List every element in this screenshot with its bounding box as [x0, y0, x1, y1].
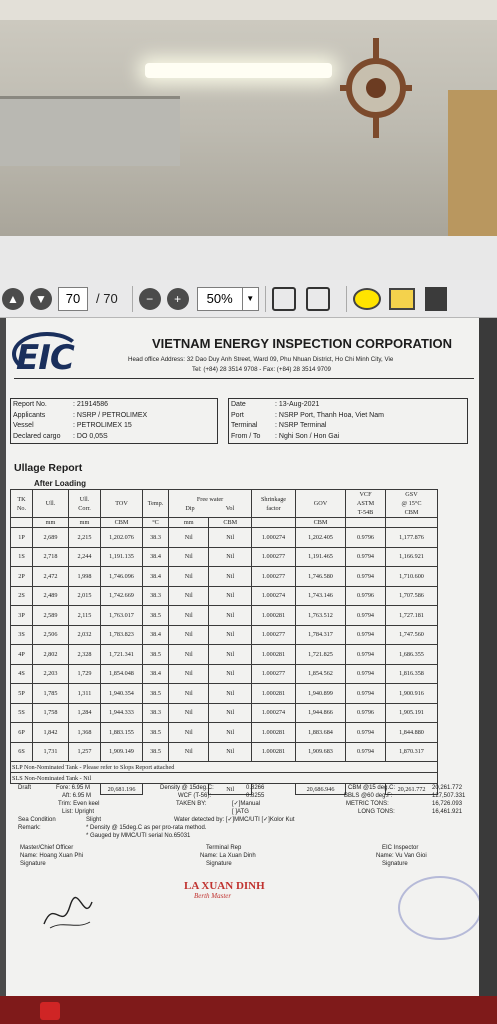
cell-vcf: 0.9794: [346, 664, 386, 684]
cell-temp: 38.4: [143, 567, 169, 587]
cell-corr: 2,215: [69, 528, 101, 548]
info-label: Applicants: [13, 411, 46, 419]
cell-shrink: 1.000281: [252, 684, 296, 704]
cbm15-value: 20,261.772: [432, 785, 463, 791]
total-gov: 20,686.946: [296, 784, 346, 795]
page-number-input[interactable]: 70: [58, 287, 88, 311]
unit-cell: [346, 518, 386, 528]
cell-vcf: 0.9794: [346, 606, 386, 626]
cell-vcf: 0.9796: [346, 586, 386, 606]
taskbar: [0, 996, 497, 1024]
cell-gsv: 1,707.586: [386, 586, 438, 606]
cell-temp: 38.3: [143, 703, 169, 723]
terminal-rep-name: Name: La Xuan Dinh: [200, 853, 256, 859]
cell-vol: Nil: [209, 703, 252, 723]
info-row: [13, 421, 215, 432]
cell-gov: 1,746.580: [296, 567, 346, 587]
cell-gov: 1,883.684: [296, 723, 346, 743]
unit-cell: mm: [69, 518, 101, 528]
eic-inspector-label: EIC Inspector: [382, 845, 419, 851]
cell-shrink: 1.000274: [252, 703, 296, 723]
monitor-bezel: [0, 236, 497, 280]
next-page-icon[interactable]: ▼: [30, 288, 52, 310]
fit-page-icon[interactable]: [272, 287, 296, 311]
eic-logo: EIC: [16, 338, 74, 378]
report-title: Ullage Report: [14, 462, 83, 474]
table-row: [11, 547, 438, 567]
master-signature-label: Signature: [20, 861, 46, 867]
cell-vol: Nil: [209, 684, 252, 704]
draft-aft: Aft: 6.95 M: [62, 793, 92, 799]
ship-wheel-decoration: [340, 38, 412, 138]
eic-inspector-signature-label: Signature: [382, 861, 408, 867]
section-subtitle: After Loading: [34, 479, 86, 488]
cell-tov: 1,191.135: [101, 547, 143, 567]
pdf-app-icon[interactable]: [40, 1002, 60, 1020]
zoom-dropdown-icon[interactable]: ▼: [243, 287, 259, 311]
table-row: [11, 567, 438, 587]
cell-shrink: 1.000274: [252, 528, 296, 548]
sea-condition-label: Sea Condition: [18, 817, 56, 823]
unit-cell: mm: [169, 518, 209, 528]
report-info-right: [228, 398, 468, 444]
col-header-gsv: GSV @ 15°C CBM: [386, 490, 438, 518]
cell-ull: 2,489: [33, 586, 69, 606]
fit-width-icon[interactable]: [306, 287, 330, 311]
cell-ull: 2,689: [33, 528, 69, 548]
cell-gsv: 1,727.181: [386, 606, 438, 626]
eic-stamp: [398, 876, 479, 940]
cell-ull: 1,731: [33, 742, 69, 762]
cell-tov: 1,742.669: [101, 586, 143, 606]
cell-tov: 1,944.333: [101, 703, 143, 723]
cell-corr: 1,729: [69, 664, 101, 684]
zoom-in-icon[interactable]: +: [167, 288, 189, 310]
cell-gsv: 1,900.916: [386, 684, 438, 704]
cell-gov: 1,909.683: [296, 742, 346, 762]
company-phone: Tel: (+84) 28 3514 9708 - Fax: (+84) 28 3514 9709: [192, 366, 331, 373]
cell-tk: 5S: [11, 703, 33, 723]
cell-ull: 2,718: [33, 547, 69, 567]
table-row: [11, 664, 438, 684]
cell-vol: Nil: [209, 625, 252, 645]
sea-condition-value: Slight: [86, 817, 102, 823]
report-info-left: [10, 398, 218, 444]
remark-line: * Density @ 15deg.C as per pro-rata method.: [86, 825, 207, 831]
cell-corr: 2,015: [69, 586, 101, 606]
comment-icon[interactable]: [353, 288, 381, 310]
cell-temp: 38.5: [143, 723, 169, 743]
cell-gsv: 1,905.191: [386, 703, 438, 723]
cell-tov: 1,940.354: [101, 684, 143, 704]
metric-tons-label: METRIC TONS:: [346, 801, 389, 807]
taken-by-label: TAKEN BY:: [176, 801, 207, 807]
info-row: [13, 432, 215, 443]
cell-tov: 1,721.341: [101, 645, 143, 665]
table-row: [11, 625, 438, 645]
cell-corr: 2,244: [69, 547, 101, 567]
cell-gov: 1,940.899: [296, 684, 346, 704]
cell-tk: 1P: [11, 528, 33, 548]
cbm15-label: CBM @15 deg.C:: [348, 785, 396, 791]
info-value: : NSRP / PETROLIMEX: [73, 411, 148, 419]
cell-temp: 38.5: [143, 742, 169, 762]
col-header-ull-corr: Ull. Corr.: [69, 490, 101, 518]
col-header-vcf: VCF ASTM T-54B: [346, 490, 386, 518]
cell-vcf: 0.9794: [346, 645, 386, 665]
wall: [0, 0, 497, 20]
info-value: : NSRP Port, Thanh Hoa, Viet Nam: [275, 411, 384, 419]
info-label: Vessel: [13, 422, 34, 429]
units-row: [11, 518, 438, 528]
remark-line: * Gauged by MMC/UTI serial No.65031: [86, 833, 191, 839]
prev-page-icon[interactable]: ▲: [2, 288, 24, 310]
cell-gov: 1,944.866: [296, 703, 346, 723]
cell-vol: Nil: [209, 645, 252, 665]
cell-ull: 1,758: [33, 703, 69, 723]
unit-cell: mm: [33, 518, 69, 528]
info-value: : 13-Aug-2021: [275, 401, 320, 408]
cell-gov: 1,784.317: [296, 625, 346, 645]
table-body: [11, 528, 438, 762]
cell-corr: 1,257: [69, 742, 101, 762]
cell-gov: 1,854.562: [296, 664, 346, 684]
table-row: [11, 528, 438, 548]
cell-dip: Nil: [169, 723, 209, 743]
cell-ull: 1,785: [33, 684, 69, 704]
zoom-out-icon[interactable]: −: [139, 288, 161, 310]
cell-corr: 1,998: [69, 567, 101, 587]
toolbar-divider: [346, 286, 347, 312]
cell-vol: Nil: [209, 547, 252, 567]
cell-corr: 1,284: [69, 703, 101, 723]
info-row: [231, 432, 465, 443]
total-vol: Nil: [209, 784, 252, 795]
cell-gov: 1,763.512: [296, 606, 346, 626]
terminal-rep-stamp: LA XUAN DINH: [184, 880, 265, 892]
cell-shrink: 1.000274: [252, 586, 296, 606]
remark-label: Remark:: [18, 825, 41, 831]
info-value: : 21914586: [73, 401, 109, 408]
sidebar-toggle-icon[interactable]: [425, 287, 447, 311]
cell-tk: 2S: [11, 586, 33, 606]
terminal-rep-stamp-role: Berth Master: [194, 892, 232, 900]
cell-gsv: 1,686.355: [386, 645, 438, 665]
cell-ull: 2,472: [33, 567, 69, 587]
info-label: Terminal: [231, 422, 258, 429]
info-value: : NSRP Terminal: [275, 422, 327, 429]
toolbar-divider: [265, 286, 266, 312]
cell-vol: Nil: [209, 606, 252, 626]
cell-gsv: 1,870.317: [386, 742, 438, 762]
table-row: [11, 606, 438, 626]
total-gsv: 20,261.772: [386, 784, 438, 795]
cell-gsv: 1,166.921: [386, 547, 438, 567]
cell-temp: 38.3: [143, 586, 169, 606]
cell-shrink: 1.000281: [252, 606, 296, 626]
slp-note: SLP Non-Nominated Tank - Please refer to Slops Report attached: [11, 762, 386, 773]
window: [0, 96, 180, 166]
terminal-rep-label: Terminal Rep: [206, 845, 242, 851]
long-tons-value: 16,461.921: [432, 809, 463, 815]
cell-temp: 38.4: [143, 625, 169, 645]
cell-dip: Nil: [169, 547, 209, 567]
cell-gov: 1,743.146: [296, 586, 346, 606]
table-row: [11, 723, 438, 743]
cell-tk: 4S: [11, 664, 33, 684]
col-header-temp: Temp.: [143, 490, 169, 518]
density-value: 0.8266: [246, 785, 265, 791]
trim: Trim: Even keel: [58, 801, 100, 807]
cell-vcf: 0.9796: [346, 528, 386, 548]
cell-temp: 38.5: [143, 684, 169, 704]
header-divider: [14, 378, 474, 379]
unit-cell: CBM: [296, 518, 346, 528]
cell-tov: 1,783.823: [101, 625, 143, 645]
cell-ull: 2,506: [33, 625, 69, 645]
cell-shrink: 1.000281: [252, 645, 296, 665]
metric-tons-value: 16,726.093: [432, 801, 463, 807]
info-label: Port: [231, 411, 244, 419]
cell-dip: Nil: [169, 586, 209, 606]
ullage-table: [10, 489, 438, 795]
cell-dip: Nil: [169, 664, 209, 684]
cell-gsv: 1,844.880: [386, 723, 438, 743]
table-row: [11, 703, 438, 723]
table-row: [11, 684, 438, 704]
door: [448, 90, 497, 236]
wcf-value: 0.8255: [246, 793, 265, 799]
company-name: VIETNAM ENERGY INSPECTION CORPORATION: [152, 336, 452, 351]
taken-atg: [ ]ATG: [232, 809, 249, 815]
cell-corr: 1,311: [69, 684, 101, 704]
info-value: : Nghi Son / Hon Gai: [275, 432, 340, 440]
col-header-tk: TK No.: [11, 490, 33, 518]
cell-shrink: 1.000277: [252, 567, 296, 587]
list: List: Upright: [62, 809, 95, 815]
eic-inspector-name: Name: Vu Van Gioi: [376, 853, 427, 859]
master-label: Master/Chief Officer: [20, 845, 74, 851]
cell-tk: 6S: [11, 742, 33, 762]
cell-dip: Nil: [169, 528, 209, 548]
zoom-level-input[interactable]: 50%: [197, 287, 243, 311]
cell-dip: Nil: [169, 645, 209, 665]
cell-ull: 2,802: [33, 645, 69, 665]
cell-temp: 38.3: [143, 528, 169, 548]
col-header-gov: GOV: [296, 490, 346, 518]
unit-cell: [11, 518, 33, 528]
page-total: / 70: [96, 291, 118, 306]
long-tons-label: LONG TONS:: [358, 809, 395, 815]
cell-ull: 2,203: [33, 664, 69, 684]
density-label: Density @ 15deg.C:: [160, 785, 214, 791]
toolbar-divider: [132, 286, 133, 312]
ceiling-light: [145, 63, 332, 78]
table-header: [11, 490, 438, 528]
cell-tk: 2P: [11, 567, 33, 587]
cell-gsv: 1,747.560: [386, 625, 438, 645]
table-row: [11, 586, 438, 606]
unit-cell: [386, 518, 438, 528]
background-room-photo: [0, 0, 497, 236]
cell-vcf: 0.9794: [346, 723, 386, 743]
cell-temp: 38.5: [143, 606, 169, 626]
cell-gov: 1,721.825: [296, 645, 346, 665]
cell-shrink: 1.000281: [252, 723, 296, 743]
cell-tov: 1,909.149: [101, 742, 143, 762]
cell-vcf: 0.9794: [346, 567, 386, 587]
cell-vcf: 0.9796: [346, 703, 386, 723]
cell-tk: 3P: [11, 606, 33, 626]
cell-gov: 1,191.465: [296, 547, 346, 567]
cell-vcf: 0.9794: [346, 625, 386, 645]
cell-tk: 3S: [11, 625, 33, 645]
unit-cell: [252, 518, 296, 528]
pdf-toolbar: [0, 280, 497, 318]
cell-vcf: 0.9794: [346, 684, 386, 704]
cell-ull: 1,842: [33, 723, 69, 743]
cell-dip: Nil: [169, 684, 209, 704]
info-row: [231, 400, 465, 411]
cell-tov: 1,854.048: [101, 664, 143, 684]
cell-shrink: 1.000277: [252, 547, 296, 567]
master-name: Name: Hoang Xuan Phi: [20, 853, 84, 859]
cell-tk: 4P: [11, 645, 33, 665]
unit-cell: CBM: [209, 518, 252, 528]
cell-gsv: 1,710.600: [386, 567, 438, 587]
info-label: From / To: [231, 432, 261, 440]
master-signature: [40, 894, 96, 934]
draft-label: Draft: [18, 785, 32, 791]
cell-corr: 2,115: [69, 606, 101, 626]
cell-dip: Nil: [169, 742, 209, 762]
cell-temp: 38.4: [143, 664, 169, 684]
cell-dip: Nil: [169, 703, 209, 723]
cell-corr: 1,368: [69, 723, 101, 743]
sls-note: SLS Non-Nominated Tank - Nil: [11, 773, 386, 784]
cell-shrink: 1.000281: [252, 742, 296, 762]
cell-vol: Nil: [209, 723, 252, 743]
pdf-page: [6, 318, 479, 996]
cell-tk: 1S: [11, 547, 33, 567]
info-row: [13, 400, 215, 411]
company-address: Head office Address: 32 Dao Duy Anh Street, Ward 09, Phu Nhuan District, Ho Chi Minh City, Vie: [128, 356, 394, 363]
cell-ull: 2,589: [33, 606, 69, 626]
info-row: [231, 421, 465, 432]
col-header-ull: Ull.: [33, 490, 69, 518]
cell-temp: 38.4: [143, 547, 169, 567]
cell-vcf: 0.9794: [346, 742, 386, 762]
cell-vol: Nil: [209, 586, 252, 606]
info-label: Report No.: [13, 401, 47, 408]
total-tov: 20,681.196: [101, 784, 143, 795]
col-header-shrinkage: Shrinkage factor: [252, 490, 296, 518]
col-header-tov: TOV: [101, 490, 143, 518]
cell-gov: 1,202.405: [296, 528, 346, 548]
cell-vcf: 0.9794: [346, 547, 386, 567]
info-label: Declared cargo: [13, 432, 61, 440]
cell-shrink: 1.000277: [252, 625, 296, 645]
cell-tov: 1,883.155: [101, 723, 143, 743]
col-header-free-water: Free water Dip Vol: [169, 490, 252, 518]
cell-tk: 6P: [11, 723, 33, 743]
draft-fore: Fore: 6.95 M: [56, 785, 91, 791]
cell-corr: 2,032: [69, 625, 101, 645]
wcf-label: WCF (T-56):: [178, 793, 211, 799]
cell-dip: Nil: [169, 567, 209, 587]
cell-shrink: 1.000277: [252, 664, 296, 684]
cell-vol: Nil: [209, 664, 252, 684]
info-row: [13, 411, 215, 422]
cell-gsv: 1,816.358: [386, 664, 438, 684]
cell-dip: Nil: [169, 625, 209, 645]
cell-vol: Nil: [209, 742, 252, 762]
info-label: Date: [231, 401, 246, 408]
unit-cell: °C: [143, 518, 169, 528]
terminal-rep-signature-label: Signature: [206, 861, 232, 867]
cell-temp: 38.5: [143, 645, 169, 665]
highlight-icon[interactable]: [389, 288, 415, 310]
unit-cell: CBM: [101, 518, 143, 528]
cell-tov: 1,746.096: [101, 567, 143, 587]
cell-tk: 5P: [11, 684, 33, 704]
info-value: : DO 0,05S: [73, 432, 108, 440]
cell-gsv: 1,177.876: [386, 528, 438, 548]
cell-tov: 1,202.076: [101, 528, 143, 548]
water-detected: Water detected by: [✓]MMC/UTI [✓]Kolor Kut: [174, 817, 295, 823]
bbls-label: BBLS @60 deg.F:: [344, 793, 393, 799]
bbls-value: 127,507.331: [432, 793, 466, 799]
cell-corr: 2,328: [69, 645, 101, 665]
cell-tov: 1,763.017: [101, 606, 143, 626]
cell-vol: Nil: [209, 528, 252, 548]
cell-dip: Nil: [169, 606, 209, 626]
table-row: [11, 742, 438, 762]
info-value: : PETROLIMEX 15: [73, 422, 132, 429]
viewer-scrollbar[interactable]: [479, 318, 497, 996]
cell-vol: Nil: [209, 567, 252, 587]
table-row: [11, 645, 438, 665]
info-row: [231, 411, 465, 422]
taken-manual: [✓]Manual: [232, 801, 261, 807]
